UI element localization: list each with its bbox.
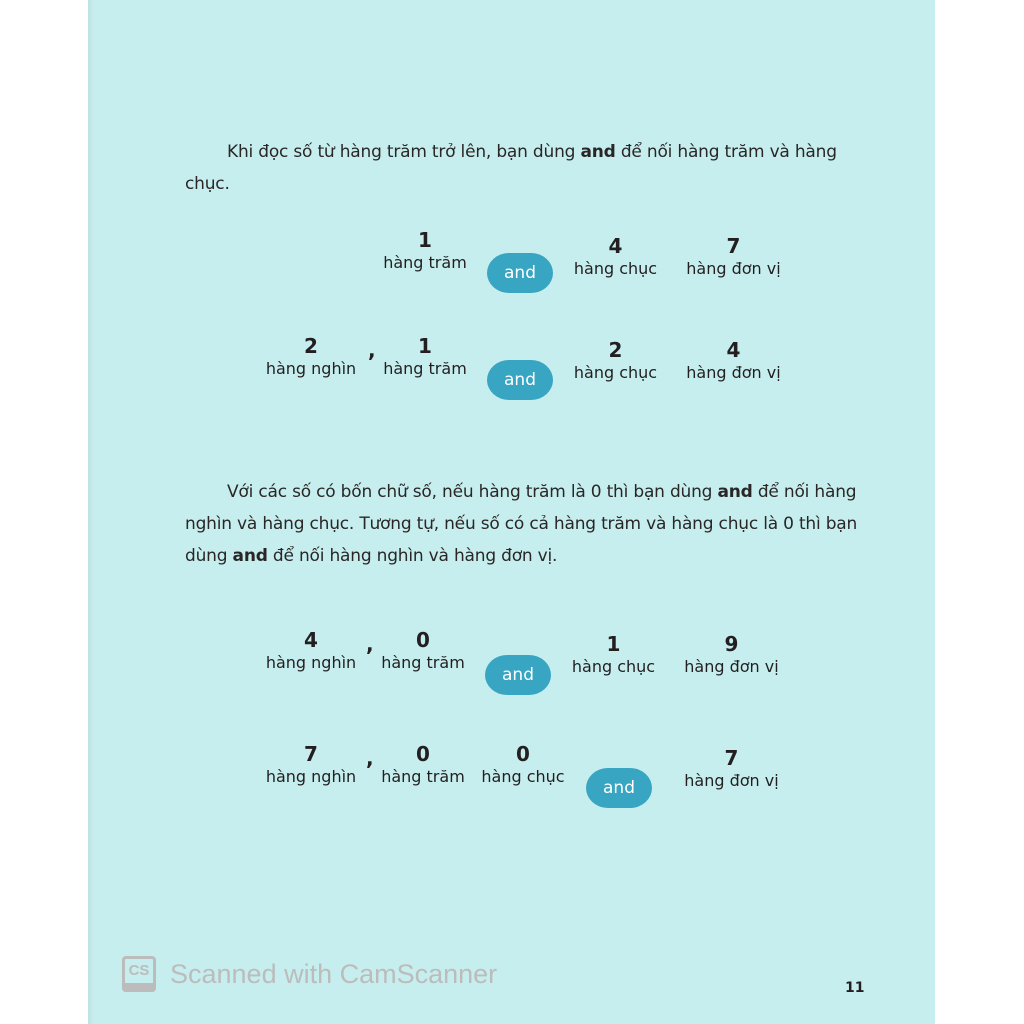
text: Khi đọc số từ hàng trăm trở lên, bạn dùng <box>227 142 581 162</box>
digit: 1 <box>418 334 432 358</box>
place-label: hàng đơn vị <box>684 657 779 676</box>
digit: 2 <box>304 334 318 358</box>
digit: 1 <box>606 632 621 656</box>
example-7007 <box>88 742 935 812</box>
page-number: 11 <box>845 980 865 996</box>
digit: 7 <box>726 234 741 258</box>
text: Với các số có bốn chữ số, nếu hàng trăm là 0 thì bạn dùng <box>227 482 718 502</box>
place-label: hàng trăm <box>383 359 467 378</box>
place-label: hàng chục <box>573 363 658 382</box>
and-connector-badge: and <box>487 253 553 293</box>
place-label: hàng chục <box>571 657 656 676</box>
text: để nối hàng nghìn và hàng đơn vị. <box>267 546 558 566</box>
place-label: hàng nghìn <box>265 767 357 786</box>
digit: 4 <box>608 234 623 258</box>
example-4019 <box>88 628 935 698</box>
place-tens <box>558 338 673 384</box>
place-tens <box>468 742 578 788</box>
place-hundreds <box>368 742 478 788</box>
and-connector-badge: and <box>487 360 553 400</box>
place-label: hàng chục <box>481 767 565 786</box>
and-connector-badge: and <box>485 655 551 695</box>
place-hundreds <box>370 334 480 380</box>
place-hundreds <box>368 628 478 674</box>
place-tens <box>556 632 671 678</box>
thousands-separator: , <box>366 632 374 656</box>
bold-keyword: and <box>232 546 268 566</box>
digit: 7 <box>724 746 739 770</box>
book-page <box>88 0 935 1024</box>
camscanner-logo-icon: CS <box>122 956 156 992</box>
thousands-separator: , <box>366 746 374 770</box>
place-label: hàng nghìn <box>265 653 357 672</box>
place-label: hàng đơn vị <box>686 259 781 278</box>
digit: 4 <box>304 628 318 652</box>
bold-keyword: and <box>580 142 616 162</box>
text: để nối hàng nghìn và hàng chục. Tương tự, nếu số có cả hàng trăm và hàng chục là 0 thì bạn dùng <box>185 482 858 566</box>
place-label: hàng đơn vị <box>684 771 779 790</box>
place-label: hàng trăm <box>381 767 465 786</box>
place-units <box>676 338 791 384</box>
four-digit-rule-paragraph <box>185 476 875 572</box>
digit: 1 <box>418 228 432 252</box>
place-label: hàng trăm <box>381 653 465 672</box>
text: để nối hàng trăm và hàng chục. <box>185 142 837 194</box>
intro-paragraph <box>185 136 875 200</box>
example-147 <box>88 228 935 298</box>
place-units <box>676 234 791 280</box>
example-2124 <box>88 334 935 404</box>
digit: 2 <box>608 338 623 362</box>
digit: 0 <box>516 742 530 766</box>
place-units <box>674 746 789 792</box>
digit: 7 <box>304 742 318 766</box>
thousands-separator: , <box>368 338 376 362</box>
place-hundreds <box>370 228 480 274</box>
digit: 9 <box>724 632 739 656</box>
place-tens <box>558 234 673 280</box>
place-label: hàng chục <box>573 259 658 278</box>
place-label: hàng nghìn <box>265 359 357 378</box>
place-label: hàng trăm <box>383 253 467 272</box>
digit: 4 <box>726 338 741 362</box>
digit: 0 <box>416 742 430 766</box>
place-units <box>674 632 789 678</box>
digit: 0 <box>416 628 430 652</box>
and-connector-badge: and <box>586 768 652 808</box>
place-thousands <box>256 334 366 380</box>
place-label: hàng đơn vị <box>686 363 781 382</box>
place-thousands <box>256 742 366 788</box>
place-thousands <box>256 628 366 674</box>
camscanner-watermark <box>122 956 497 992</box>
watermark-text: Scanned with CamScanner <box>170 958 498 989</box>
bold-keyword: and <box>717 482 753 502</box>
